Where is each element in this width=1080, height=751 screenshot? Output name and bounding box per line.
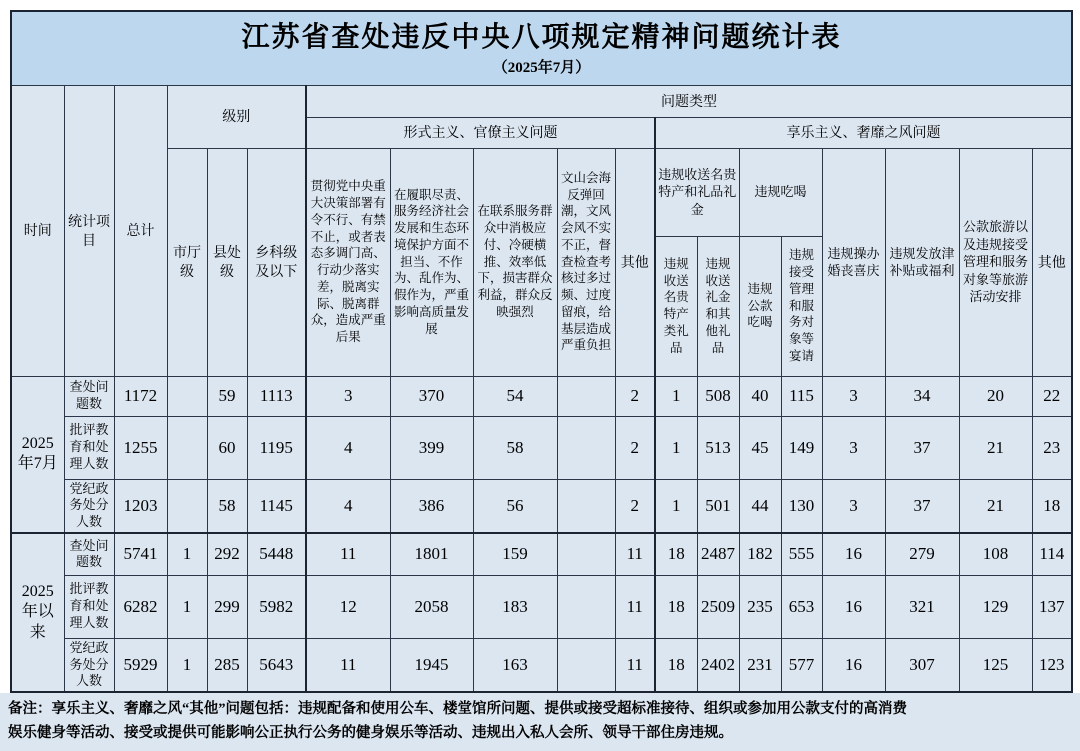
row-label: 查处问题数 <box>64 533 114 575</box>
data-cell: 279 <box>885 533 959 575</box>
data-cell: 5741 <box>114 533 167 575</box>
statistics-table <box>10 10 1073 693</box>
data-cell: 399 <box>390 416 473 479</box>
data-cell: 5929 <box>114 638 167 692</box>
header-allowances: 违规发放津补贴或福利 <box>885 148 959 376</box>
data-cell <box>167 416 207 479</box>
data-cell: 370 <box>390 376 473 416</box>
data-cell: 11 <box>306 638 390 692</box>
data-cell: 1 <box>167 638 207 692</box>
footnote <box>0 693 1080 750</box>
data-cell: 108 <box>959 533 1032 575</box>
header-formalism-other: 其他 <box>615 148 655 376</box>
data-cell: 12 <box>306 575 390 638</box>
data-cell: 577 <box>781 638 822 692</box>
header-formalism-col-2: 在履职尽责、服务经济社会发展和生态环境保护方面不担当、不作为、乱作为、假作为，严重影响高质量发展 <box>390 148 473 376</box>
data-cell: 11 <box>615 638 655 692</box>
data-cell: 59 <box>207 376 247 416</box>
data-cell: 58 <box>473 416 557 479</box>
table-row <box>11 479 1072 533</box>
data-cell: 1172 <box>114 376 167 416</box>
header-gifts-specialty: 违规收送名贵特产类礼品 <box>655 236 697 376</box>
title-band <box>11 11 1072 85</box>
header-time: 时间 <box>11 85 64 376</box>
data-cell: 21 <box>959 479 1032 533</box>
data-cell: 4 <box>306 416 390 479</box>
footnote-line-1: 备注：享乐主义、奢靡之风“其他”问题包括：违规配备和使用公车、楼堂馆所问题、提供或接受超标准接待、组织或参加用公款支付的高消费 <box>8 701 907 718</box>
data-cell: 56 <box>473 479 557 533</box>
data-cell: 3 <box>822 416 885 479</box>
header-level-city: 市厅级 <box>167 148 207 376</box>
data-cell: 11 <box>306 533 390 575</box>
row-label: 党纪政务处分人数 <box>64 479 114 533</box>
data-cell: 18 <box>655 575 697 638</box>
data-cell: 114 <box>1032 533 1072 575</box>
data-cell <box>167 376 207 416</box>
row-label: 查处问题数 <box>64 376 114 416</box>
data-cell: 508 <box>697 376 739 416</box>
header-dining-hosted: 违规接受管理和服务对象等宴请 <box>781 236 822 376</box>
data-cell: 4 <box>306 479 390 533</box>
row-label: 党纪政务处分人数 <box>64 638 114 692</box>
data-cell: 18 <box>1032 479 1072 533</box>
page-title: 江苏省查处违反中央八项规定精神问题统计表 <box>241 22 842 54</box>
data-cell: 1945 <box>390 638 473 692</box>
header-hedonism-group: 享乐主义、奢靡之风问题 <box>655 117 1072 148</box>
header-row-3 <box>11 148 1072 236</box>
data-cell: 235 <box>739 575 781 638</box>
data-cell: 2487 <box>697 533 739 575</box>
data-cell: 299 <box>207 575 247 638</box>
header-gifts-group: 违规收送名贵特产和礼品礼金 <box>655 148 739 236</box>
data-cell: 130 <box>781 479 822 533</box>
data-cell: 54 <box>473 376 557 416</box>
data-cell: 2058 <box>390 575 473 638</box>
header-stat-item: 统计项目 <box>64 85 114 376</box>
header-level-group: 级别 <box>167 85 306 148</box>
data-cell: 45 <box>739 416 781 479</box>
header-formalism-col-4: 文山会海反弹回潮，文风会风不实不正，督查检查考核过多过频、过度留痕，给基层造成严重负担 <box>557 148 615 376</box>
data-cell: 1255 <box>114 416 167 479</box>
row-label: 批评教育和处理人数 <box>64 416 114 479</box>
header-row-1 <box>11 85 1072 117</box>
data-cell: 653 <box>781 575 822 638</box>
data-cell: 123 <box>1032 638 1072 692</box>
data-cell: 6282 <box>114 575 167 638</box>
data-cell: 231 <box>739 638 781 692</box>
data-cell: 1145 <box>247 479 306 533</box>
header-formalism-col-1: 贯彻党中央重大决策部署有令不行、有禁不止，或者表态多调门高、行动少落实差，脱离实际、脱离群众，造成严重后果 <box>306 148 390 376</box>
table-row <box>11 575 1072 638</box>
data-cell: 125 <box>959 638 1032 692</box>
header-weddings: 违规操办婚丧喜庆 <box>822 148 885 376</box>
data-cell: 285 <box>207 638 247 692</box>
data-cell: 20 <box>959 376 1032 416</box>
data-cell: 1 <box>655 376 697 416</box>
header-dining-public: 违规公款吃喝 <box>739 236 781 376</box>
data-cell <box>557 416 615 479</box>
data-cell <box>557 479 615 533</box>
data-cell: 321 <box>885 575 959 638</box>
data-cell: 22 <box>1032 376 1072 416</box>
data-cell: 501 <box>697 479 739 533</box>
data-cell: 1801 <box>390 533 473 575</box>
data-cell: 3 <box>822 479 885 533</box>
header-total: 总计 <box>114 85 167 376</box>
table-row <box>11 416 1072 479</box>
data-cell: 18 <box>655 533 697 575</box>
data-cell: 149 <box>781 416 822 479</box>
data-cell: 1 <box>655 479 697 533</box>
data-cell <box>557 533 615 575</box>
data-cell: 2509 <box>697 575 739 638</box>
data-cell: 129 <box>959 575 1032 638</box>
data-cell: 115 <box>781 376 822 416</box>
header-hedonism-other: 其他 <box>1032 148 1072 376</box>
table-row <box>11 376 1072 416</box>
data-cell: 5982 <box>247 575 306 638</box>
data-cell: 1 <box>655 416 697 479</box>
footnote-line-2: 娱乐健身等活动、接受或提供可能影响公正执行公务的健身娱乐等活动、违规出入私人会所、领导干部住房违规。 <box>8 724 733 741</box>
data-cell: 1 <box>167 575 207 638</box>
period-cell: 2025年以来 <box>11 533 64 692</box>
data-cell: 386 <box>390 479 473 533</box>
data-cell: 555 <box>781 533 822 575</box>
header-dining-group: 违规吃喝 <box>739 148 822 236</box>
data-cell: 11 <box>615 533 655 575</box>
table-row <box>11 533 1072 575</box>
data-cell: 60 <box>207 416 247 479</box>
data-cell <box>557 575 615 638</box>
data-cell: 18 <box>655 638 697 692</box>
data-cell: 159 <box>473 533 557 575</box>
table-row <box>11 638 1072 692</box>
data-cell: 513 <box>697 416 739 479</box>
data-cell: 34 <box>885 376 959 416</box>
data-cell <box>167 479 207 533</box>
data-cell: 16 <box>822 575 885 638</box>
data-cell: 5448 <box>247 533 306 575</box>
data-cell: 1203 <box>114 479 167 533</box>
data-cell: 16 <box>822 638 885 692</box>
data-cell: 2 <box>615 479 655 533</box>
data-cell: 44 <box>739 479 781 533</box>
data-cell: 37 <box>885 416 959 479</box>
header-level-township: 乡科级及以下 <box>247 148 306 376</box>
data-cell: 2 <box>615 376 655 416</box>
header-level-county: 县处级 <box>207 148 247 376</box>
data-cell: 1195 <box>247 416 306 479</box>
data-cell: 3 <box>822 376 885 416</box>
header-formalism-col-3: 在联系服务群众中消极应付、冷硬横推、效率低下，损害群众利益，群众反映强烈 <box>473 148 557 376</box>
header-formalism-group: 形式主义、官僚主义问题 <box>306 117 655 148</box>
data-cell <box>557 638 615 692</box>
page-subtitle: （2025年7月） <box>492 60 591 77</box>
header-travel: 公款旅游以及违规接受管理和服务对象等旅游活动安排 <box>959 148 1032 376</box>
header-problem-type-group: 问题类型 <box>306 85 1072 117</box>
data-cell: 21 <box>959 416 1032 479</box>
data-cell: 40 <box>739 376 781 416</box>
period-cell: 2025年7月 <box>11 376 64 533</box>
data-cell <box>557 376 615 416</box>
data-cell: 1113 <box>247 376 306 416</box>
data-cell: 58 <box>207 479 247 533</box>
data-cell: 137 <box>1032 575 1072 638</box>
data-cell: 16 <box>822 533 885 575</box>
data-cell: 2 <box>615 416 655 479</box>
data-cell: 37 <box>885 479 959 533</box>
row-label: 批评教育和处理人数 <box>64 575 114 638</box>
title-row <box>11 11 1072 85</box>
data-cell: 307 <box>885 638 959 692</box>
data-cell: 182 <box>739 533 781 575</box>
data-cell: 2402 <box>697 638 739 692</box>
data-cell: 3 <box>306 376 390 416</box>
header-gifts-cash: 违规收送礼金和其他礼品 <box>697 236 739 376</box>
data-cell: 1 <box>167 533 207 575</box>
data-cell: 292 <box>207 533 247 575</box>
data-cell: 5643 <box>247 638 306 692</box>
data-cell: 183 <box>473 575 557 638</box>
data-cell: 23 <box>1032 416 1072 479</box>
data-cell: 163 <box>473 638 557 692</box>
data-cell: 11 <box>615 575 655 638</box>
